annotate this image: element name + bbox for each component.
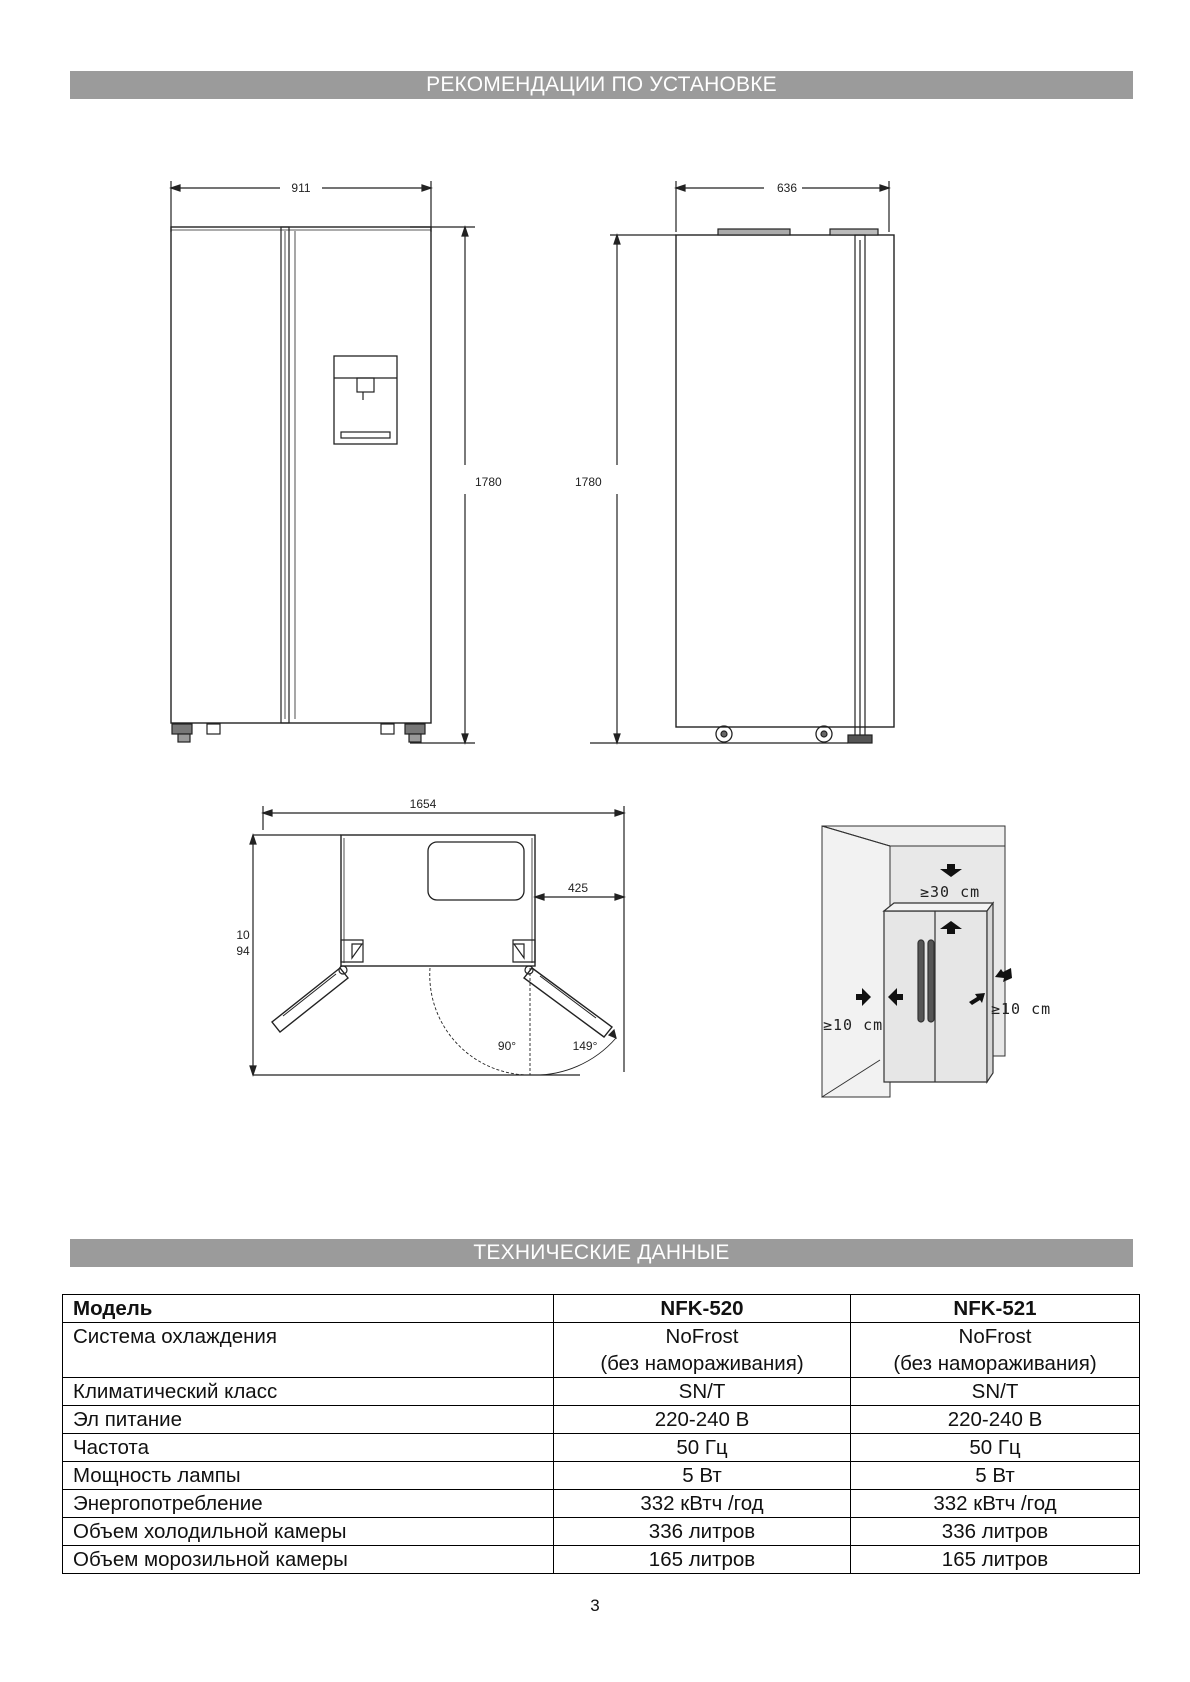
row-value-1: 336 литров (554, 1518, 851, 1546)
table-row (63, 1518, 1140, 1546)
angle-149-label: 149° (572, 1039, 598, 1053)
row-value-2-line-2: (без намораживания) (893, 1352, 1097, 1375)
header-param: Модель (63, 1295, 554, 1323)
header-model-2: NFK-521 (851, 1295, 1140, 1323)
table-row (63, 1323, 1140, 1378)
row-param: Объем холодильной камеры (63, 1518, 554, 1546)
door-offset-label: 425 (567, 881, 589, 895)
row-value-2: 332 кВтч /год (851, 1490, 1140, 1518)
top-depth-label-2: 94 (236, 944, 250, 958)
row-value-1: SN/T (554, 1378, 851, 1406)
row-param: Энергопотребление (63, 1490, 554, 1518)
row-param: Эл питание (63, 1406, 554, 1434)
row-value-1: 332 кВтч /год (554, 1490, 851, 1518)
row-value-2 (851, 1323, 1140, 1378)
row-value-2: SN/T (851, 1378, 1140, 1406)
clearance-left-label: ≥10 cm (823, 1016, 884, 1034)
row-param: Мощность лампы (63, 1462, 554, 1490)
row-value-2: 220-240 В (851, 1406, 1140, 1434)
table-row (63, 1406, 1140, 1434)
row-param: Объем морозильной камеры (63, 1546, 554, 1574)
section-title-technical-data: ТЕХНИЧЕСКИЕ ДАННЫЕ (70, 1239, 1133, 1267)
row-value-2: 165 литров (851, 1546, 1140, 1574)
table-row (63, 1378, 1140, 1406)
side-height-label: 1780 (575, 475, 602, 489)
row-value-1-line-2: (без намораживания) (600, 1352, 804, 1375)
row-param: Климатический класс (63, 1378, 554, 1406)
table-row (63, 1462, 1140, 1490)
row-param: Частота (63, 1434, 554, 1462)
row-value-1 (554, 1323, 851, 1378)
row-value-2: 5 Вт (851, 1462, 1140, 1490)
clearance-right-label: ≥10 cm (991, 1000, 1052, 1018)
table-header-row (63, 1295, 1140, 1323)
spec-table (62, 1294, 1140, 1574)
top-depth-label-1: 10 (236, 928, 250, 942)
table-row (63, 1490, 1140, 1518)
angle-90-label: 90° (497, 1039, 517, 1053)
row-param: Система охлаждения (63, 1323, 554, 1378)
page-number: 3 (590, 1596, 600, 1615)
row-value-1: 165 литров (554, 1546, 851, 1574)
table-row (63, 1434, 1140, 1462)
section-title-installation: РЕКОМЕНДАЦИИ ПО УСТАНОВКЕ (70, 71, 1133, 99)
table-row (63, 1546, 1140, 1574)
front-width-label: 911 (291, 181, 311, 195)
side-depth-label: 636 (776, 181, 798, 195)
row-value-2: 336 литров (851, 1518, 1140, 1546)
row-value-1: 5 Вт (554, 1462, 851, 1490)
header-model-1: NFK-520 (554, 1295, 851, 1323)
top-width-label: 1654 (409, 797, 437, 811)
clearance-top-label: ≥30 cm (920, 883, 981, 901)
row-value-2-line-1: NoFrost (958, 1325, 1032, 1348)
row-value-1-line-1: NoFrost (665, 1325, 739, 1348)
row-value-1: 50 Гц (554, 1434, 851, 1462)
row-value-2: 50 Гц (851, 1434, 1140, 1462)
row-value-1: 220-240 В (554, 1406, 851, 1434)
front-height-label: 1780 (475, 475, 502, 489)
